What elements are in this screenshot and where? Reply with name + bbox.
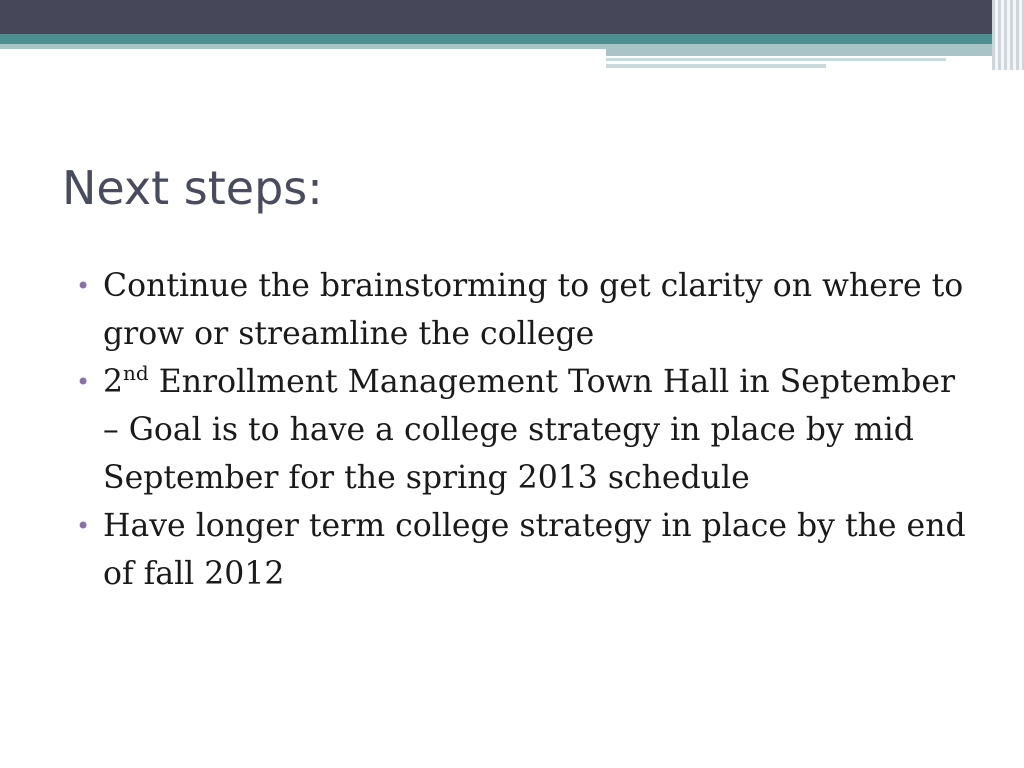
bullet-dot-icon: • xyxy=(76,512,91,540)
bullet-text: Have longer term college strategy in place by the end of fall 2012 xyxy=(103,508,966,592)
header-corner-stripes xyxy=(992,0,1024,70)
header-band-light-left xyxy=(0,44,606,49)
bullet-ordinal-number: 2 xyxy=(103,364,124,400)
bullet-list xyxy=(76,262,976,598)
header-thin-line-upper xyxy=(606,58,946,61)
bullet-text: Continue the brainstorming to get clarity on where to grow or streamline the college xyxy=(103,268,964,352)
header-band-teal xyxy=(0,34,1024,44)
bullet-item-3 xyxy=(76,502,976,598)
slide-title: Next steps: xyxy=(62,161,323,215)
bullet-text xyxy=(103,361,956,496)
bullet-dot-icon: • xyxy=(76,272,91,300)
header-thin-line-lower xyxy=(606,64,826,68)
bullet-item-1 xyxy=(76,262,976,358)
header-band-light-right xyxy=(606,44,996,56)
bullet-text-body: Enrollment Management Town Hall in September – Goal is to have a college strategy in place by mid September for the spring 2013 schedule xyxy=(103,364,956,496)
bullet-item-2 xyxy=(76,358,976,502)
header-band-dark xyxy=(0,0,1024,34)
bullet-ordinal-suffix: nd xyxy=(123,361,149,385)
bullet-dot-icon: • xyxy=(76,368,91,396)
